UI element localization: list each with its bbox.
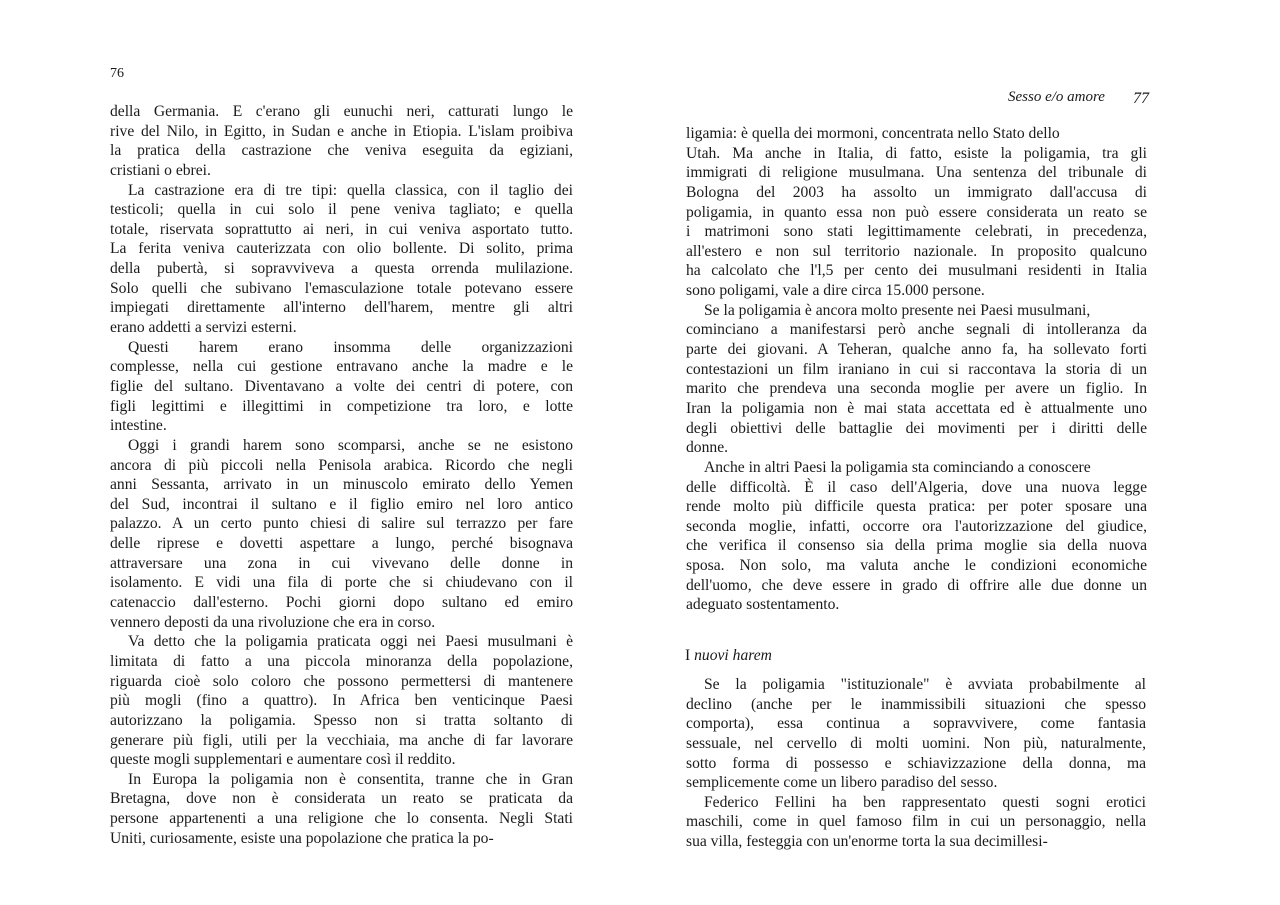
- text-line: Bologna del 2003 ha assolto un immigrato dall'accusa di: [686, 183, 1147, 201]
- text-line: ancora di più piccoli nella Penisola arabica. Ricordo che negli: [110, 456, 573, 474]
- section-heading-prefix: I: [685, 647, 691, 664]
- text-line: riguarda cioè solo coloro che possono permettersi di mantenere: [110, 672, 573, 690]
- text-line: più mogli (fino a quattro). In Africa ben venticinque Paesi: [110, 692, 573, 710]
- text-line: erano addetti a servizi esterni.: [110, 319, 297, 337]
- text-line: rive del Nilo, in Egitto, in Sudan e anche in Etiopia. L'islam proibiva: [110, 122, 573, 140]
- text-line: vennero deposti da una rivoluzione che era in corso.: [110, 613, 436, 631]
- text-line: della Germania. E c'erano gli eunuchi neri, catturati lungo le: [110, 103, 573, 120]
- paragraph: [110, 338, 573, 436]
- text-line: isolamento. E vidi una fila di porte che si chiudevano con il: [110, 574, 573, 592]
- running-head: Sesso e/o amore: [1008, 89, 1105, 105]
- text-line: sposa. Non solo, ma valuta anche le condizioni economiche: [686, 557, 1147, 575]
- text-line: Se la poligamia è ancora molto presente nei Paesi musulmani,: [704, 301, 1091, 319]
- text-line: che verifica il consenso sia della prima moglie sia della nuova: [686, 537, 1147, 555]
- text-line: queste mogli supplementari e aumentare così il reddito.: [110, 751, 456, 769]
- text-line: donne.: [686, 439, 729, 457]
- text-line: Uniti, curiosamente, esiste una popolazione che pratica la po-: [110, 829, 494, 847]
- text-line: sessuale, nel cervello di molti uomini. Non più, naturalmente,: [686, 734, 1146, 752]
- right-page-number: 77: [1133, 90, 1149, 107]
- text-line: persone appartenenti a una religione che lo consenta. Negli Stati: [110, 810, 573, 828]
- text-line: adeguato sostentamento.: [686, 596, 840, 614]
- text-line: complesse, nella cui gestione entravano anche la madre e le: [110, 358, 573, 376]
- text-line: maschili, come in quel famoso film in cui un personaggio, nella: [686, 813, 1146, 831]
- text-line: poligamia, in quanto essa non può essere considerata un reato se: [686, 203, 1147, 221]
- text-line: contestazioni un film iraniano in cui si raccontava la storia di un: [686, 360, 1147, 378]
- text-line: testicoli; quella in cui solo il pene veniva tagliato; e quella: [110, 201, 573, 219]
- paragraph: [686, 301, 1147, 458]
- section-text: [686, 675, 1146, 852]
- text-line: Iran la poligamia non è mai stata accettata ed è attualmente uno: [686, 399, 1147, 417]
- text-line: degli obiettivi delle battaglie dei movimenti per i diritti delle: [686, 419, 1147, 437]
- text-line: della pubertà, si sopravviveva a questa orrenda mulilazione.: [110, 260, 573, 278]
- paragraph: [110, 436, 573, 632]
- text-line: cominciano a manifestarsi però anche segnali di intolleranza da: [686, 321, 1147, 339]
- text-line: Solo quelli che subivano l'emasculazione totale potevano essere: [110, 279, 573, 297]
- text-line: semplicemente come un libero paradiso del sesso.: [686, 774, 998, 792]
- text-line: Va detto che la poligamia praticata oggi nei Paesi musulmani è: [128, 633, 573, 651]
- text-line: rende molto più difficile questa pratica: per poter sposare una: [686, 498, 1147, 516]
- text-line: delle difficoltà. È il caso dell'Algeria, dove una nuova legge: [686, 478, 1147, 496]
- right-page-text: [686, 124, 1147, 615]
- text-line: sono poligami, vale a dire circa 15.000 persone.: [686, 282, 985, 300]
- text-line: generare più figli, utili per la vecchiaia, ma anche di far lavorare: [110, 731, 573, 749]
- text-line: impiegati direttamente all'interno dell'harem, mentre gli altri: [110, 299, 573, 317]
- paragraph: [686, 124, 1147, 301]
- text-line: ha calcolato che l'l,5 per cento dei musulmani residenti in Italia: [686, 262, 1147, 280]
- text-line: anni Sessanta, arrivato in un minuscolo emirato dello Yemen: [110, 476, 573, 494]
- text-line: comporta), essa continua a sopravvivere, come fantasia: [686, 715, 1146, 733]
- text-line: Anche in altri Paesi la poligamia sta cominciando a conoscere: [704, 458, 1091, 476]
- text-line: seconda moglie, infatti, occorre ora l'autorizzazione del giudice,: [686, 517, 1147, 535]
- text-line: all'estero e non sul territorio nazionale. In proposito qualcuno: [686, 242, 1147, 260]
- text-line: marito che prendeva una seconda moglie per avere un figlio. In: [686, 380, 1147, 398]
- paragraph: [110, 181, 573, 338]
- text-line: totale, riservata soprattutto ai neri, in cui veniva asportato tutto.: [110, 220, 573, 238]
- text-line: delle riprese e dovetti aspettare a lungo, perché bisognava: [110, 535, 573, 553]
- text-line: sotto forma di possesso e schiavizzazione della donna, ma: [686, 754, 1146, 772]
- section-heading-title: nuovi harem: [694, 647, 772, 664]
- text-line: La castrazione era di tre tipi: quella classica, con il taglio dei: [128, 181, 573, 199]
- text-line: Questi harem erano insomma delle organizzazioni: [128, 338, 573, 356]
- text-line: Federico Fellini ha ben rappresentato questi sogni erotici: [704, 793, 1146, 811]
- text-line: Utah. Ma anche in Italia, di fatto, esiste la poligamia, tra gli: [686, 144, 1147, 162]
- text-line: parte dei giovani. A Teheran, qualche anno fa, ha sollevato forti: [686, 341, 1147, 359]
- text-line: figli legittimi e illegittimi in competizione tra loro, e lotte: [110, 397, 573, 415]
- text-line: del Sud, incontrai il sultano e il figlio emiro nel loro antico: [110, 495, 573, 513]
- text-line: In Europa la poligamia non è consentita, tranne che in Gran: [128, 770, 573, 788]
- text-line: catenaccio dall'esterno. Pochi giorni dopo sultano ed emiro: [110, 594, 573, 612]
- left-page-number: 76: [110, 66, 124, 81]
- text-line: palazzo. A un certo punto chiesi di salire sul terrazzo per fare: [110, 515, 573, 533]
- paragraph: [110, 632, 573, 769]
- text-line: immigrati di religione musulmana. Una sentenza del tribunale di: [686, 164, 1147, 182]
- section-heading: [685, 647, 772, 665]
- text-line: intestine.: [110, 417, 167, 435]
- paragraph: [686, 675, 1146, 793]
- text-line: cristiani o ebrei.: [110, 161, 211, 179]
- text-line: declino (anche per le inammissibili situazioni che spesso: [686, 695, 1146, 713]
- paragraph: [686, 793, 1146, 852]
- left-page-text: [110, 102, 573, 848]
- paragraph: [110, 102, 573, 181]
- text-line: autorizzano la poligamia. Spesso non si tratta soltanto di: [110, 711, 573, 729]
- text-line: attraversare una zona in cui vivevano delle donne in: [110, 554, 573, 572]
- paragraph: [686, 458, 1147, 615]
- paragraph: [110, 770, 573, 849]
- text-line: Bretagna, dove non è considerata un reato se praticata da: [110, 790, 573, 808]
- text-line: la pratica della castrazione che veniva eseguita da egiziani,: [110, 142, 573, 160]
- text-line: limitata di fatto a una piccola minoranza della popolazione,: [110, 652, 573, 670]
- text-line: sua villa, festeggia con un'enorme torta la sua decimillesi-: [686, 833, 1048, 851]
- text-line: ligamia: è quella dei mormoni, concentrata nello Stato dello: [686, 125, 1060, 142]
- text-line: dell'uomo, che deve essere in grado di offrire alle due donne un: [686, 576, 1147, 594]
- text-line: La ferita veniva cauterizzata con olio bollente. Di solito, prima: [110, 240, 573, 258]
- text-line: Oggi i grandi harem sono scomparsi, anche se ne esistono: [128, 436, 573, 454]
- text-line: figlie del sultano. Diventavano a volte dei centri di potere, con: [110, 377, 573, 395]
- text-line: Se la poligamia "istituzionale" è avviata probabilmente al: [704, 676, 1146, 693]
- text-line: i matrimoni sono stati legittimamente celebrati, in precedenza,: [686, 223, 1147, 241]
